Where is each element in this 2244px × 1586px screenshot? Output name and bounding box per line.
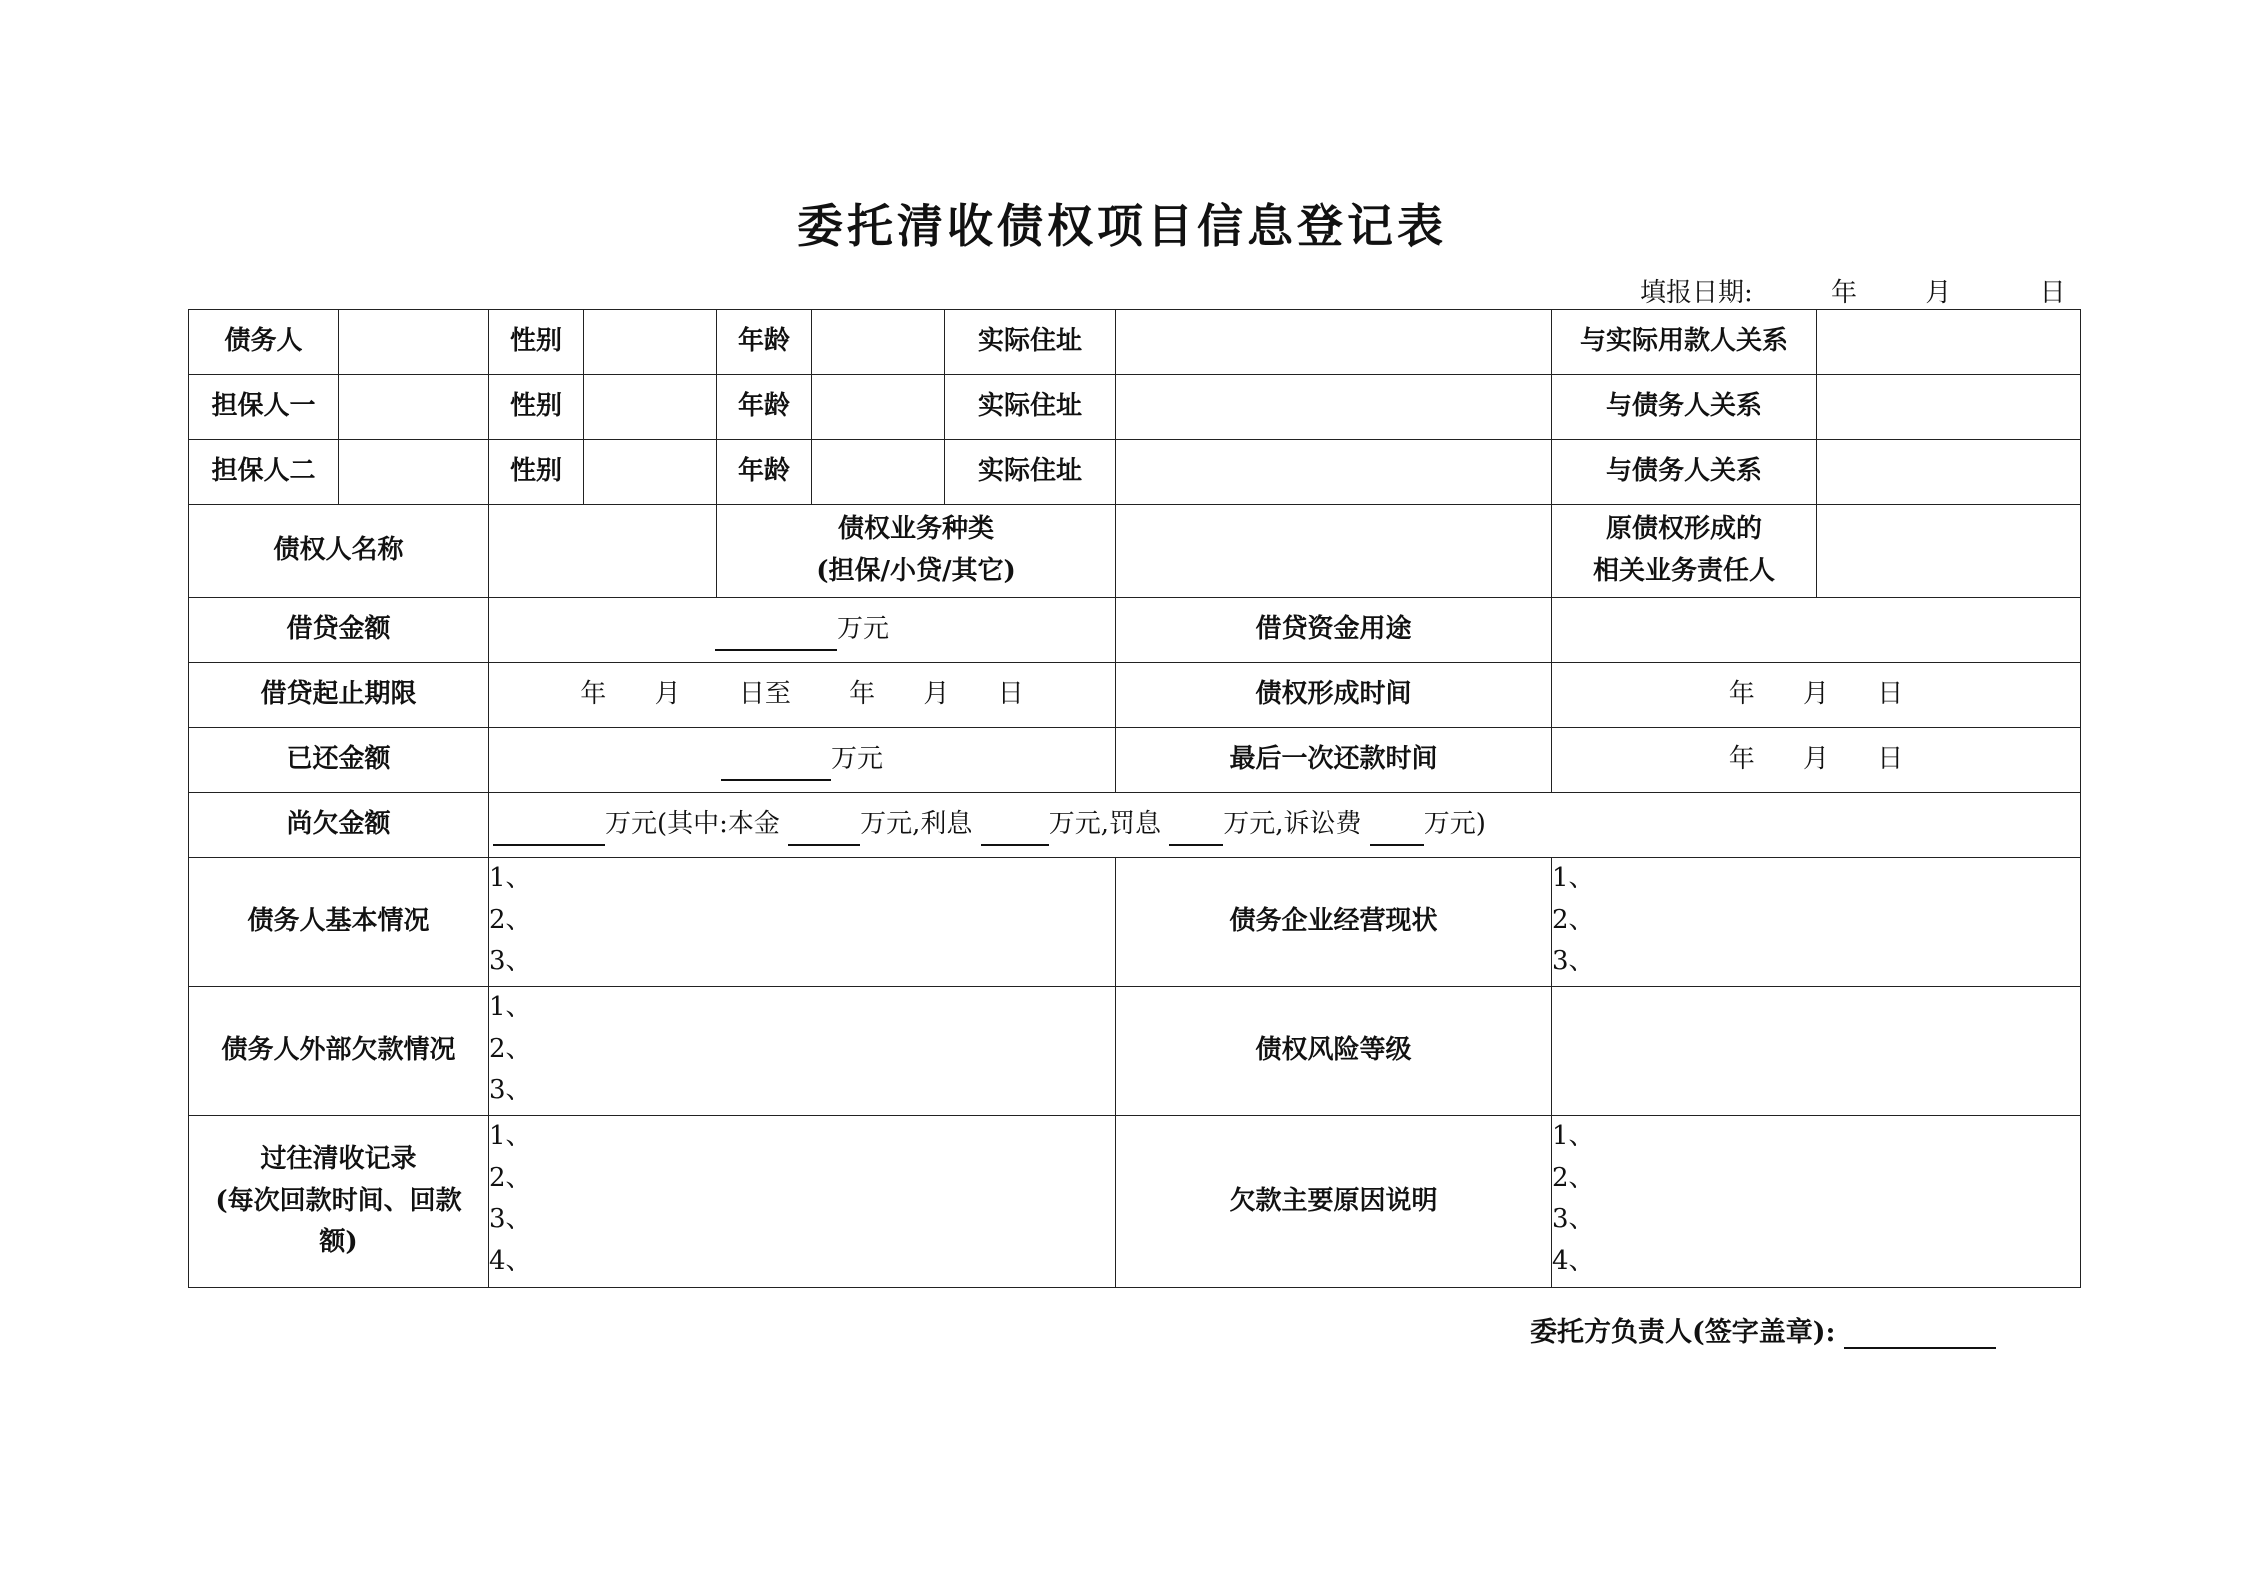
row-external-debt [189, 987, 2081, 1116]
row-outstanding [189, 793, 2081, 858]
guarantor2-label: 担保人二 [189, 440, 339, 505]
claim-formed-month: 月 [1802, 679, 1829, 710]
row-loan-term [189, 663, 2081, 728]
debtor-age-field[interactable] [812, 310, 945, 375]
loan-amount-blank[interactable] [715, 619, 837, 651]
outstanding-text-4: 万元,诉讼费 [1223, 809, 1362, 840]
last-repayment-month: 月 [1802, 744, 1829, 775]
external-debt-field[interactable] [489, 987, 1116, 1116]
arrears-reason-item-1: 1、 [1552, 1121, 1595, 1151]
guarantor1-gender-field[interactable] [584, 375, 717, 440]
outstanding-total-blank[interactable] [493, 814, 605, 846]
row-debtor [189, 310, 2081, 375]
loan-purpose-field[interactable] [1552, 598, 2081, 663]
guarantor2-address-label: 实际住址 [945, 440, 1116, 505]
outstanding-text-1: 万元(其中:本金 [605, 809, 780, 840]
guarantor1-address-label: 实际住址 [945, 375, 1116, 440]
outstanding-principal-blank[interactable] [788, 814, 860, 846]
guarantor2-name-field[interactable] [339, 440, 489, 505]
outstanding-text-3: 万元,罚息 [1048, 809, 1161, 840]
collection-history-field[interactable] [489, 1116, 1116, 1288]
guarantor1-name-field[interactable] [339, 375, 489, 440]
debtor-address-field[interactable] [1116, 310, 1552, 375]
guarantor2-gender-label: 性别 [489, 440, 584, 505]
guarantor1-age-label: 年龄 [717, 375, 812, 440]
guarantor1-gender-label: 性别 [489, 375, 584, 440]
loan-term-start-day: 日至 [738, 679, 791, 710]
responsible-person-label [1552, 505, 1817, 598]
risk-level-field[interactable] [1552, 987, 2081, 1116]
row-creditor [189, 505, 2081, 598]
debtor-name-field[interactable] [339, 310, 489, 375]
debtor-basic-item-3: 3、 [489, 946, 532, 977]
row-guarantor-1 [189, 375, 2081, 440]
outstanding-penalty-blank[interactable] [1169, 814, 1223, 846]
loan-term-end-day: 日 [997, 679, 1024, 710]
debtor-gender-field[interactable] [584, 310, 717, 375]
signature-line [1530, 1310, 1996, 1349]
guarantor1-relation-field[interactable] [1817, 375, 2081, 440]
debtor-basic-item-2: 2、 [489, 904, 532, 935]
creditor-name-field[interactable] [489, 505, 717, 598]
last-repayment-day: 日 [1877, 744, 1904, 775]
fill-date-day[interactable]: 日 [2039, 278, 2066, 308]
guarantor1-age-field[interactable] [812, 375, 945, 440]
guarantor2-relation-field[interactable] [1817, 440, 2081, 505]
guarantor2-gender-field[interactable] [584, 440, 717, 505]
debtor-basic-item-1: 1、 [489, 863, 532, 893]
external-debt-item-1: 1、 [489, 992, 532, 1022]
debtor-address-label: 实际住址 [945, 310, 1116, 375]
collection-history-line1: 过往清收记录 [260, 1144, 417, 1175]
claim-formed-day: 日 [1877, 679, 1904, 710]
loan-term-field[interactable] [489, 663, 1116, 728]
collection-history-label [189, 1116, 489, 1288]
guarantor2-address-field[interactable] [1116, 440, 1552, 505]
registration-form-table [188, 309, 2081, 1288]
responsible-person-line1: 原债权形成的 [1605, 514, 1762, 545]
collection-history-line2: (每次回款时间、回款 [215, 1185, 462, 1216]
operating-status-label: 债务企业经营现状 [1116, 858, 1552, 987]
outstanding-interest-blank[interactable] [981, 814, 1049, 846]
guarantor1-address-field[interactable] [1116, 375, 1552, 440]
fill-date [1640, 272, 2066, 309]
outstanding-field[interactable] [489, 793, 2081, 858]
page-title: 委托清收债权项目信息登记表 [797, 199, 1447, 253]
guarantor2-age-field[interactable] [812, 440, 945, 505]
loan-term-end-year: 年 [849, 679, 876, 710]
outstanding-text-5: 万元) [1423, 809, 1486, 840]
outstanding-litigation-blank[interactable] [1370, 814, 1424, 846]
operating-status-item-1: 1、 [1552, 863, 1595, 893]
loan-term-start-year: 年 [580, 679, 607, 710]
loan-term-start-month: 月 [654, 679, 681, 710]
last-repayment-label: 最后一次还款时间 [1116, 728, 1552, 793]
business-type-line2: (担保/小贷/其它) [816, 556, 1016, 586]
claim-formed-year: 年 [1728, 679, 1755, 710]
signature-label: 委托方负责人(签字盖章): [1530, 1317, 1836, 1348]
collection-history-item-3: 3、 [489, 1204, 532, 1235]
risk-level-label: 债权风险等级 [1116, 987, 1552, 1116]
responsible-person-field[interactable] [1817, 505, 2081, 598]
operating-status-field[interactable] [1552, 858, 2081, 987]
responsible-person-line2: 相关业务责任人 [1592, 556, 1775, 586]
debtor-age-label: 年龄 [717, 310, 812, 375]
debtor-label: 债务人 [189, 310, 339, 375]
guarantor2-relation-label: 与债务人关系 [1552, 440, 1817, 505]
row-collection-history [189, 1116, 2081, 1288]
collection-history-line3: 额) [319, 1227, 358, 1258]
debtor-relation-label: 与实际用款人关系 [1552, 310, 1817, 375]
claim-formed-time-label: 债权形成时间 [1116, 663, 1552, 728]
repaid-blank[interactable] [721, 749, 831, 781]
guarantor2-age-label: 年龄 [717, 440, 812, 505]
creditor-label: 债权人名称 [189, 505, 489, 598]
last-repayment-year: 年 [1728, 744, 1755, 775]
loan-term-label: 借贷起止期限 [189, 663, 489, 728]
loan-term-end-month: 月 [923, 679, 950, 710]
arrears-reason-item-4: 4、 [1552, 1245, 1595, 1276]
loan-amount-field[interactable] [489, 598, 1116, 663]
external-debt-label: 债务人外部欠款情况 [189, 987, 489, 1116]
arrears-reason-item-2: 2、 [1552, 1162, 1595, 1193]
business-type-line1: 债权业务种类 [837, 514, 994, 545]
loan-amount-unit: 万元 [836, 614, 889, 645]
collection-history-item-2: 2、 [489, 1162, 532, 1193]
external-debt-item-3: 3、 [489, 1075, 532, 1106]
repaid-field[interactable] [489, 728, 1116, 793]
outstanding-text-2: 万元,利息 [860, 809, 973, 840]
collection-history-item-4: 4、 [489, 1245, 532, 1276]
arrears-reason-label: 欠款主要原因说明 [1116, 1116, 1552, 1288]
row-guarantor-2 [189, 440, 2081, 505]
operating-status-item-3: 3、 [1552, 946, 1595, 977]
row-debtor-basic [189, 858, 2081, 987]
claim-formed-time-field[interactable] [1552, 663, 2081, 728]
external-debt-item-2: 2、 [489, 1033, 532, 1064]
arrears-reason-field[interactable] [1552, 1116, 2081, 1288]
row-loan-amount [189, 598, 2081, 663]
debtor-basic-field[interactable] [489, 858, 1116, 987]
outstanding-label: 尚欠金额 [189, 793, 489, 858]
loan-purpose-label: 借贷资金用途 [1116, 598, 1552, 663]
debtor-gender-label: 性别 [489, 310, 584, 375]
signature-blank[interactable] [1844, 1315, 1996, 1349]
loan-amount-label: 借贷金额 [189, 598, 489, 663]
fill-date-label: 填报日期: [1640, 278, 1753, 308]
collection-history-item-1: 1、 [489, 1121, 532, 1151]
last-repayment-field[interactable] [1552, 728, 2081, 793]
fill-date-year[interactable]: 年 [1831, 278, 1858, 308]
debtor-relation-field[interactable] [1817, 310, 2081, 375]
business-type-field[interactable] [1116, 505, 1552, 598]
guarantor1-label: 担保人一 [189, 375, 339, 440]
guarantor1-relation-label: 与债务人关系 [1552, 375, 1817, 440]
business-type-label [717, 505, 1116, 598]
debtor-basic-label: 债务人基本情况 [189, 858, 489, 987]
repaid-label: 已还金额 [189, 728, 489, 793]
row-repaid [189, 728, 2081, 793]
operating-status-item-2: 2、 [1552, 904, 1595, 935]
fill-date-month[interactable]: 月 [1925, 278, 1952, 308]
repaid-unit: 万元 [830, 744, 883, 775]
arrears-reason-item-3: 3、 [1552, 1204, 1595, 1235]
